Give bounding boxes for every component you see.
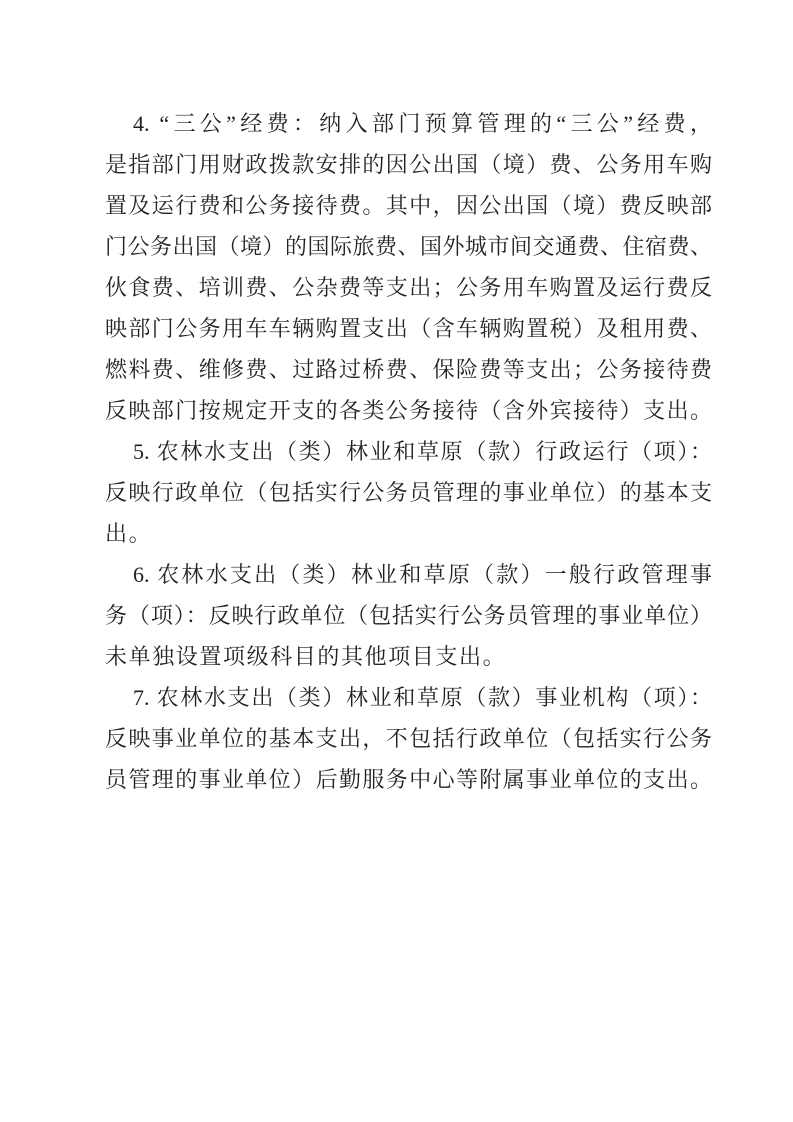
text-line: 是指部门用财政拨款安排的因公出国（境）费、公务用车购 <box>105 152 712 177</box>
document-body <box>105 103 712 800</box>
text-line: 燃料费、维修费、过路过桥费、保险费等支出；公务接待费 <box>105 357 712 382</box>
text-line: 5. 农林水支出（类）林业和草原（款）行政运行（项）： <box>133 439 712 464</box>
text-line: 反映事业单位的基本支出，不包括行政单位（包括实行公务 <box>105 726 712 751</box>
paragraph <box>105 677 712 800</box>
paragraph <box>105 103 712 431</box>
text-line: 6. 农林水支出（类）林业和草原（款）一般行政管理事 <box>133 562 712 587</box>
text-line: 员管理的事业单位）后勤服务中心等附属事业单位的支出。 <box>105 767 712 792</box>
text-line: 务（项）：反映行政单位（包括实行公务员管理的事业单位） <box>105 603 712 628</box>
text-line: 门公务出国（境）的国际旅费、国外城市间交通费、住宿费、 <box>105 234 712 259</box>
text-line: 4. “三公”经费：纳入部门预算管理的“三公”经费， <box>133 111 712 136</box>
text-line: 反映部门按规定开支的各类公务接待（含外宾接待）支出。 <box>105 398 712 423</box>
text-line: 映部门公务用车车辆购置支出（含车辆购置税）及租用费、 <box>105 316 712 341</box>
text-line: 未单独设置项级科目的其他项目支出。 <box>105 644 507 669</box>
text-line: 反映行政单位（包括实行公务员管理的事业单位）的基本支 <box>105 480 712 505</box>
text-line: 伙食费、培训费、公杂费等支出；公务用车购置及运行费反 <box>105 275 712 300</box>
text-line: 置及运行费和公务接待费。其中，因公出国（境）费反映部 <box>105 193 712 218</box>
paragraph <box>105 554 712 677</box>
paragraph <box>105 431 712 554</box>
text-line: 出。 <box>105 521 153 546</box>
text-line: 7. 农林水支出（类）林业和草原（款）事业机构（项）： <box>133 685 712 710</box>
